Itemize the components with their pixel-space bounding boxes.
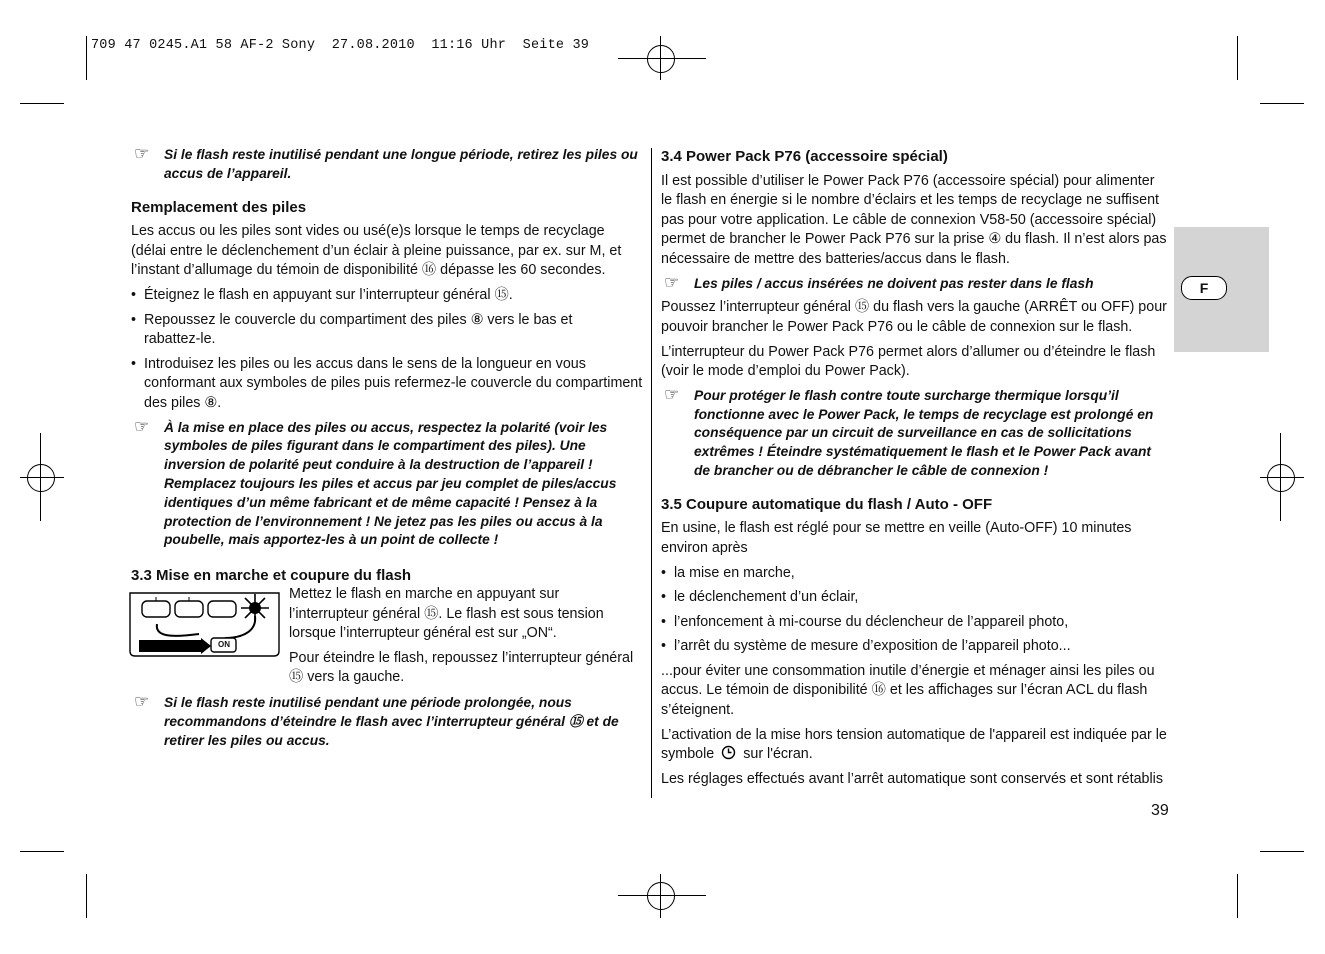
- pointing-hand-icon: ☞: [664, 384, 680, 404]
- paragraph: En usine, le flash est réglé pour se mettre en veille (Auto-OFF) 10 minutes environ après: [661, 520, 1132, 556]
- list-item: • Éteignez le flash en appuyant sur l’interrupteur général ⑮.: [131, 286, 643, 306]
- page-number: 39: [1151, 802, 1169, 819]
- clock-icon: [721, 745, 736, 760]
- paragraph: Pour éteindre le flash, repoussez l’interrupteur général ⑮ vers la gauche.: [289, 649, 634, 686]
- note-prolonged-period: ☞ Si le flash reste inutilisé pendant une période prolongée, nous recommandons d’éteindre le flash avec l’interrupteur général ⑮ et de retirer les piles ou accus.: [134, 692, 619, 748]
- section-heading-3-5: 3.5 Coupure automatique du flash / Auto - OFF: [661, 495, 993, 513]
- language-label: F: [1181, 276, 1227, 300]
- pointing-hand-icon: ☞: [664, 272, 680, 292]
- language-tab: [1174, 227, 1269, 352]
- crop-mark: [20, 103, 64, 104]
- right-column: [661, 147, 1169, 794]
- paragraph: Les réglages effectués avant l’arrêt automatique sont conservés et sont rétablis: [661, 770, 1164, 787]
- paragraph: Poussez l’interrupteur général ⑮ du flash vers la gauche (ARRÊT ou OFF) pour pouvoir brancher le Power Pack P76 ou le câble de connexion sur le flash.: [661, 299, 1167, 335]
- pointing-hand-icon: ☞: [134, 692, 150, 711]
- left-column: [131, 146, 643, 591]
- crop-mark: [1260, 851, 1304, 852]
- paragraph: Mettez le flash en marche en appuyant sur l’interrupteur général ⑮. Le flash est sous tension lorsque l’interrupteur général est sur „ON“.: [289, 586, 604, 642]
- column-divider: [651, 148, 652, 798]
- list-item: • Introduisez les piles ou les accus dans le sens de la longueur en vous conformant aux symboles de piles puis refermez-le couvercle du compartiment des piles ⑧.: [131, 355, 643, 414]
- section-3-3-text: [289, 585, 641, 693]
- list-item: • la mise en marche,: [661, 564, 1169, 584]
- list-item: • Repoussez le couvercle du compartiment des piles ⑧ vers le bas et rabattez-le.: [131, 311, 643, 350]
- note-polarity: ☞ À la mise en place des piles ou accus, respectez la polarité (voir les symboles de piles figurant dans le compartiment des piles). Une inversion de polarité peut conduire à la destruction de l’appareil ! Remplacez toujours les piles et accus par jeu complet de piles/accus identiques d’un même fabricant et de même capacité ! Pensez à la protection de l’environnement ! Ne jetez pas les piles ou accus à la poubelle, mais apportez-les à un point de collecte !: [134, 416, 617, 548]
- list-item: • l’enfoncement à mi-course du déclencheur de l’appareil photo,: [661, 613, 1169, 633]
- crop-mark: [1237, 36, 1238, 80]
- paragraph: Il est possible d’utiliser le Power Pack P76 (accessoire spécial) pour alimenter le flash en énergie si le nombre d’éclairs et les temps de recyclage ne suffisent pas pour votre application. Le câble de connexion V58-50 (accessoire spécial) permet de brancher le Power Pack P76 sur la prise ④ du flash. Il n’est alors pas nécessaire de mettre des batteries/accus dans le flash.: [661, 172, 1167, 267]
- crop-mark: [1260, 103, 1304, 104]
- crop-mark: [1237, 874, 1238, 918]
- list-item: • le déclenchement d’un éclair,: [661, 588, 1169, 608]
- switch-on-label: ON: [218, 640, 230, 649]
- paragraph: ...pour éviter une consommation inutile d’énergie et ménager ainsi les piles ou accus. Le témoin de disponibilité ⑯ et les affichages sur l’écran ACL du flash s’éteignent.: [661, 662, 1155, 719]
- section-heading-3-3: 3.3 Mise en marche et coupure du flash: [131, 567, 412, 585]
- list-item: • l’arrêt du système de mesure d’exposition de l’appareil photo...: [661, 637, 1169, 657]
- flash-switch-illustration: [129, 592, 281, 658]
- section-heading-replacement: Remplacement des piles: [131, 198, 307, 216]
- section-heading-3-4: 3.4 Power Pack P76 (accessoire spécial): [661, 148, 948, 165]
- left-column-bottom: [131, 694, 643, 755]
- paragraph: Les accus ou les piles sont vides ou usé(e)s lorsque le temps de recyclage (délai entre le déclenchement d’un éclair à pleine puissance, par ex. sur M, et l’instant d’allumage du témoin de disponibilité ⑯ dépasse les 60 secondes.: [131, 223, 622, 279]
- crop-mark: [86, 874, 87, 918]
- print-slug: 709 47 0245.A1 58 AF-2 Sony 27.08.2010 11:16 Uhr Seite 39: [91, 38, 590, 53]
- note-thermal-overload: ☞ Pour protéger le flash contre toute surcharge thermique lorsqu’il fonctionne avec le Power Pack, le temps de recyclage est prolongé en conséquence par un circuit de surveillance en cas de sollicitations extrêmes ! Éteindre systématiquement le flash et le Power Pack avant de brancher ou de débrancher le câble de connexion !: [664, 384, 1154, 478]
- pointing-hand-icon: ☞: [134, 416, 150, 436]
- pointing-hand-icon: ☞: [134, 144, 150, 163]
- paragraph: L’interrupteur du Power Pack P76 permet alors d’allumer ou d’éteindre le flash (voir le mode d’emploi du Power Pack).: [661, 343, 1156, 380]
- paragraph-auto-off-symbol: L’activation de la mise hors tension automatique de l'appareil est indiquée par le symbole sur l'écran.: [661, 726, 1167, 763]
- note-long-inactivity: ☞ Si le flash reste inutilisé pendant une longue période, retirez les piles ou accus de l’appareil.: [134, 144, 638, 181]
- crop-mark: [86, 36, 87, 80]
- crop-mark: [20, 851, 64, 852]
- note-batteries: ☞ Les piles / accus insérées ne doivent pas rester dans le flash: [664, 272, 1094, 292]
